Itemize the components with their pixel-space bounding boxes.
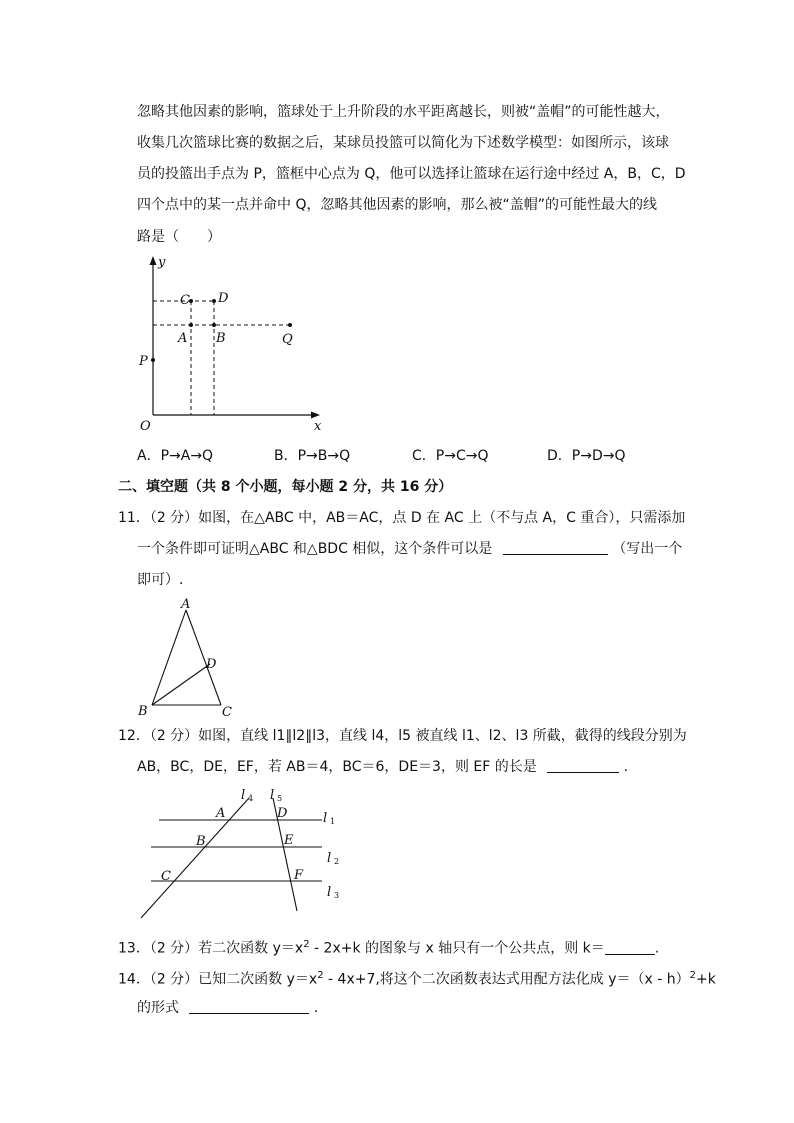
label-b: B <box>196 834 206 849</box>
point-b <box>212 323 216 327</box>
q10-coordinate-figure <box>130 252 330 437</box>
q10-line-3: 员的投篮出手点为 P，篮框中心点为 Q，他可以选择让篮球在运行途中经过 A，B，C，D <box>137 166 686 182</box>
q12-answer-blank[interactable] <box>547 758 619 773</box>
q14-sup-2: 2 <box>689 970 697 981</box>
line-l4 <box>141 798 249 918</box>
q11-line-2-text: 一个条件即可证明△ABC 和△BDC 相似，这个条件可以是 <box>137 541 493 557</box>
point-d <box>212 299 216 303</box>
label-l2-sub: 2 <box>334 857 340 866</box>
q13-line <box>118 935 659 959</box>
label-d: D <box>277 806 288 821</box>
option-c[interactable]: C．P→C→Q <box>412 448 489 464</box>
label-l3-sub: 3 <box>334 891 340 900</box>
q11-line-2-tail: （写出一个 <box>612 541 683 557</box>
label-d: D <box>206 657 217 672</box>
segment-bd <box>152 664 210 705</box>
q14-line-2-text: 的形式 <box>137 1000 179 1016</box>
option-a[interactable]: A．P→A→Q <box>137 448 214 464</box>
label-d: D <box>218 291 229 306</box>
x-axis-arrow <box>311 412 320 419</box>
label-l5: l <box>270 788 275 803</box>
label-c: C <box>180 293 190 308</box>
label-l1-sub: 1 <box>330 817 336 826</box>
q12-line-2 <box>137 757 628 777</box>
option-b[interactable]: B．P→B→Q <box>274 448 351 464</box>
label-l5-sub: 5 <box>277 794 283 803</box>
q12-line-2-text: AB，BC，DE，EF，若 AB＝4，BC＝6，DE＝3，则 EF 的长是 <box>137 759 537 775</box>
q13-text-c: . <box>654 940 660 957</box>
point-a <box>189 323 193 327</box>
label-e: E <box>284 833 294 848</box>
point-q <box>288 323 292 327</box>
q12-parallel-lines-figure <box>135 786 350 924</box>
label-b: B <box>138 704 148 719</box>
label-f: F <box>294 868 304 883</box>
label-l2: l <box>327 851 332 866</box>
label-c: C <box>161 869 171 884</box>
q13-text-a: 13．（2 分）若二次函数 y＝x <box>118 940 304 957</box>
label-l4-sub: 4 <box>248 794 254 803</box>
q14-line-1 <box>118 966 716 990</box>
label-q: Q <box>282 332 293 347</box>
q14-text-a: 14．（2 分）已知二次函数 y＝x <box>118 971 318 988</box>
q10-line-4: 四个点中的某一点并命中 Q，忽略其他因素的影响，那么被“盖帽”的可能性最大的线 <box>137 197 657 213</box>
label-c: C <box>222 705 232 720</box>
q14-text-c: +k <box>696 971 716 988</box>
q11-answer-blank[interactable] <box>503 540 608 555</box>
label-a: A <box>216 806 226 821</box>
q14-sup-1: 2 <box>317 970 324 981</box>
label-l1: l <box>323 811 328 826</box>
label-l4: l <box>241 788 246 803</box>
q11-line-1: 11．（2 分）如图，在△ABC 中，AB＝AC，点 D 在 AC 上（不与点 A，C 重合），只需添加 <box>118 510 686 526</box>
label-l3: l <box>327 885 332 900</box>
label-p: P <box>139 354 148 369</box>
side-ab <box>152 610 186 705</box>
q10-line-5: 路是（ ） <box>137 229 221 245</box>
q11-line-3: 即可）. <box>137 572 184 588</box>
q11-triangle-figure <box>132 596 242 721</box>
label-b: B <box>216 331 226 346</box>
q10-line-1: 忽略其他因素的影响，篮球处于上升阶段的水平距离越长，则被“盖帽”的可能性越大， <box>137 104 670 120</box>
q12-line-1: 12．（2 分）如图，直线 l1∥l2∥l3，直线 l4，l5 被直线 l1、l2、l3 所截，截得的线段分别为 <box>118 728 687 744</box>
label-a: A <box>181 597 191 612</box>
q11-line-2 <box>137 539 682 559</box>
y-axis-arrow <box>150 256 157 265</box>
label-x: x <box>314 419 322 434</box>
option-d[interactable]: D．P→D→Q <box>547 448 626 464</box>
q14-text-b: - 4x+7,将这个二次函数表达式用配方法化成 y＝（x - h） <box>323 971 690 988</box>
q10-line-2: 收集几次篮球比赛的数据之后，某球员投篮可以简化为下述数学模型：如图所示，该球 <box>137 135 669 151</box>
q13-sup: 2 <box>303 939 310 950</box>
section-2-title: 二、填空题（共 8 个小题，每小题 2 分，共 16 分） <box>118 479 453 495</box>
label-a: A <box>178 331 188 346</box>
label-y: y <box>158 255 166 270</box>
q14-answer-blank[interactable] <box>189 999 309 1014</box>
q12-line-2-tail: . <box>623 759 629 775</box>
q13-answer-blank[interactable] <box>605 940 655 955</box>
q13-text-b: - 2x+k 的图象与 x 轴只有一个公共点，则 k＝ <box>309 940 605 957</box>
point-p <box>151 358 155 362</box>
q14-line-2 <box>137 998 318 1018</box>
q14-line-2-tail: . <box>313 1000 319 1016</box>
label-o: O <box>140 419 151 434</box>
